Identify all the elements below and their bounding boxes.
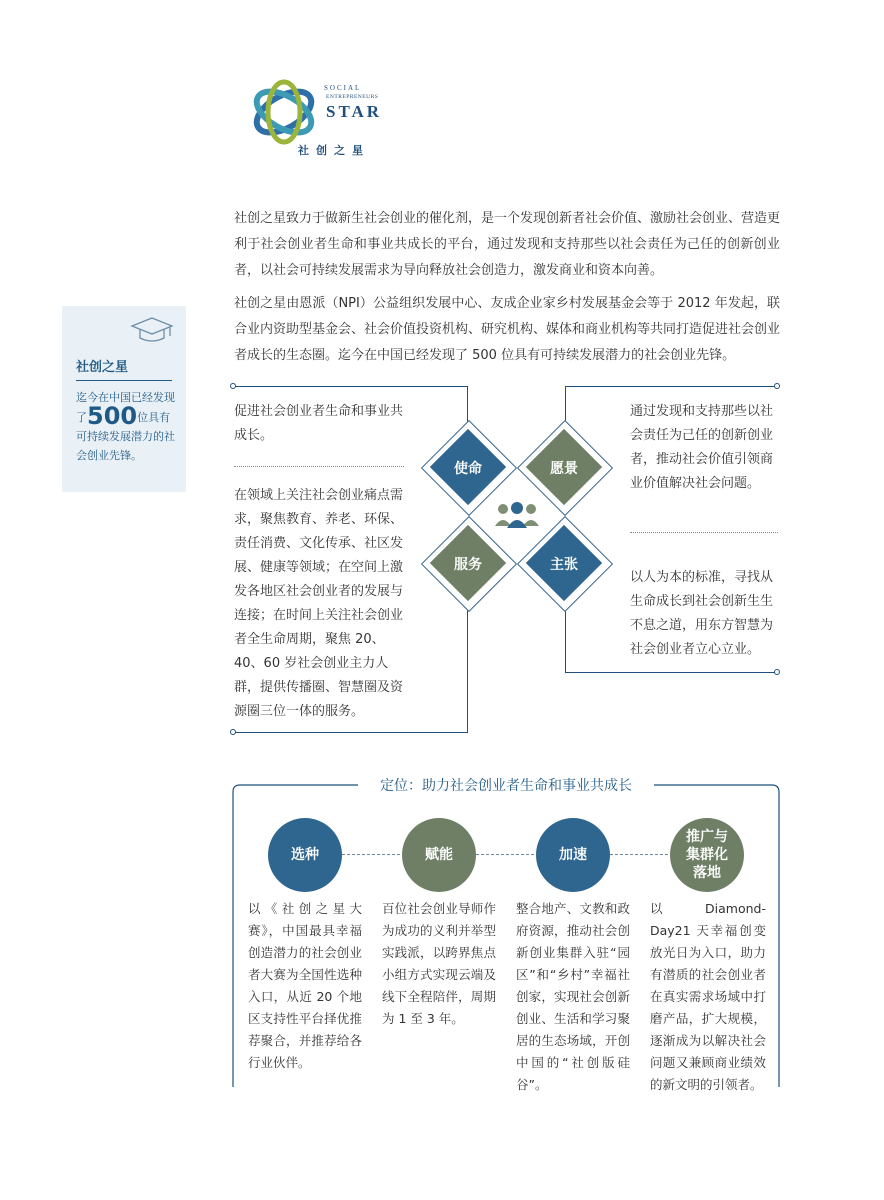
service-label: 服务 <box>454 557 482 573</box>
logo <box>248 76 388 160</box>
connector-2 <box>476 854 534 855</box>
logo-cn-text: 社创之星 <box>298 144 370 157</box>
sidebar-number: 500 <box>87 402 138 430</box>
service-line-dot <box>230 729 236 735</box>
step-circle-accelerate: 加速 <box>536 818 610 892</box>
step-text-empower: 百位社会创业导师作为成功的义利并举型实践派，以跨界焦点小组方式实现云端及线下全程陪伴，周期为 1 至 3 年。 <box>382 901 496 1026</box>
step-text-accelerate: 整合地产、文教和政府资源，推动社会创新创业集群入驻“园区”和“乡村”幸福社创家，实现社会创新创业、生活和学习聚居的生态场域，开创中国的“社创版硅谷”。 <box>516 901 630 1092</box>
vision-label: 愿景 <box>550 461 578 477</box>
service-vertical-line <box>467 610 468 732</box>
sidebar-text-before: 迄今在中国已经发现了 <box>76 391 175 424</box>
mission-text: 促进社会创业者生命和事业共成长。 <box>234 404 404 443</box>
logo-star-text: STAR <box>326 102 383 121</box>
service-text: 在领域上关注社会创业痛点需求，聚焦教育、养老、环保、责任消费、文化传承、社区发展、健康等领域；在空间上激发各地区社会创业者的发展与连接；在时间上关注社会创业者全生命周期，聚焦 20、40、60 岁社会创业主力人群，提供传播圈、智慧圈及资源圈三位一体的服务。 <box>234 488 404 719</box>
vision-text: 通过发现和支持那些以社会责任为己任的创新创业者，推动社会价值引领商业价值解决社会问题。 <box>630 404 774 491</box>
mission-top-line <box>234 386 468 387</box>
graduation-cap-icon <box>130 314 174 346</box>
service-bottom-line <box>234 732 468 733</box>
vision-line-dot <box>774 383 780 389</box>
claim-vertical-line <box>565 610 566 672</box>
sidebar-divider <box>76 380 172 381</box>
logo-entrepreneurs-text: ENTREPRENEURS <box>326 94 379 100</box>
right-dotted-divider <box>630 532 778 533</box>
claim-line-dot <box>774 669 780 675</box>
mission-line-dot <box>230 383 236 389</box>
step-circle-promote: 推广与集群化落地 <box>670 818 744 892</box>
positioning-title: 定位：助力社会创业者生命和事业共成长 <box>358 775 654 795</box>
sidebar-title: 社创之星 <box>76 360 129 375</box>
claim-text: 以人为本的标准，寻找从生命成长到社会创新生生不息之道，用东方智慧为社会创业者立心立业。 <box>630 570 774 657</box>
intro-paragraph-1: 社创之星致力于做新生社会创业的催化剂，是一个发现创新者社会价值、激励社会创业、营造更利于社会创业者生命和事业共成长的平台，通过发现和支持那些以社会责任为己任的创新创业者，以社会可持续发展需求为导向释放社会创造力，激发商业和资本向善。 <box>234 211 781 278</box>
sidebar-text-after: 位具有可持续发展潜力的社会创业先锋。 <box>76 411 175 462</box>
connector-1 <box>342 854 400 855</box>
claim-label: 主张 <box>550 557 578 573</box>
intro-paragraph-2: 社创之星由恩派（NPI）公益组织发展中心、友成企业家乡村发展基金会等于 2012 年发起，联合业内资助型基金会、社会价值投资机构、研究机构、媒体和商业机构等共同打造促进社会创业者成长的生态圈。迄今在中国已经发现了 500 位具有可持续发展潜力的社会创业先锋。 <box>234 296 781 363</box>
step-text-select: 以《社创之星大赛》，中国最具幸福创造潜力的社会创业者大赛为全国性选种入口，从近 20 个地区支持性平台择优推荐聚合，并推荐给各行业伙伴。 <box>248 901 362 1070</box>
logo-social-text: SOCIAL <box>324 84 362 92</box>
vision-top-line <box>565 386 777 387</box>
sidebar-callout <box>62 306 186 492</box>
claim-bottom-line <box>565 672 777 673</box>
star-logo-icon <box>248 76 328 148</box>
sidebar-text <box>76 388 180 465</box>
mission-vertical-line <box>467 386 468 422</box>
step-text-promote: 以 Diamond-Day21 天幸福创变放光日为入口，助力有潜质的社会创业者在真实需求场域中打磨产品，扩大规模，逐渐成为以解决社会问题又兼顾商业绩效的新文明的引领者。 <box>650 901 766 1092</box>
left-dotted-divider <box>234 466 404 467</box>
people-icon <box>492 500 542 530</box>
vision-vertical-line <box>565 386 566 422</box>
connector-3 <box>610 854 668 855</box>
step-circle-select: 选种 <box>268 818 342 892</box>
mission-label: 使命 <box>454 461 482 477</box>
step-circle-empower: 赋能 <box>402 818 476 892</box>
